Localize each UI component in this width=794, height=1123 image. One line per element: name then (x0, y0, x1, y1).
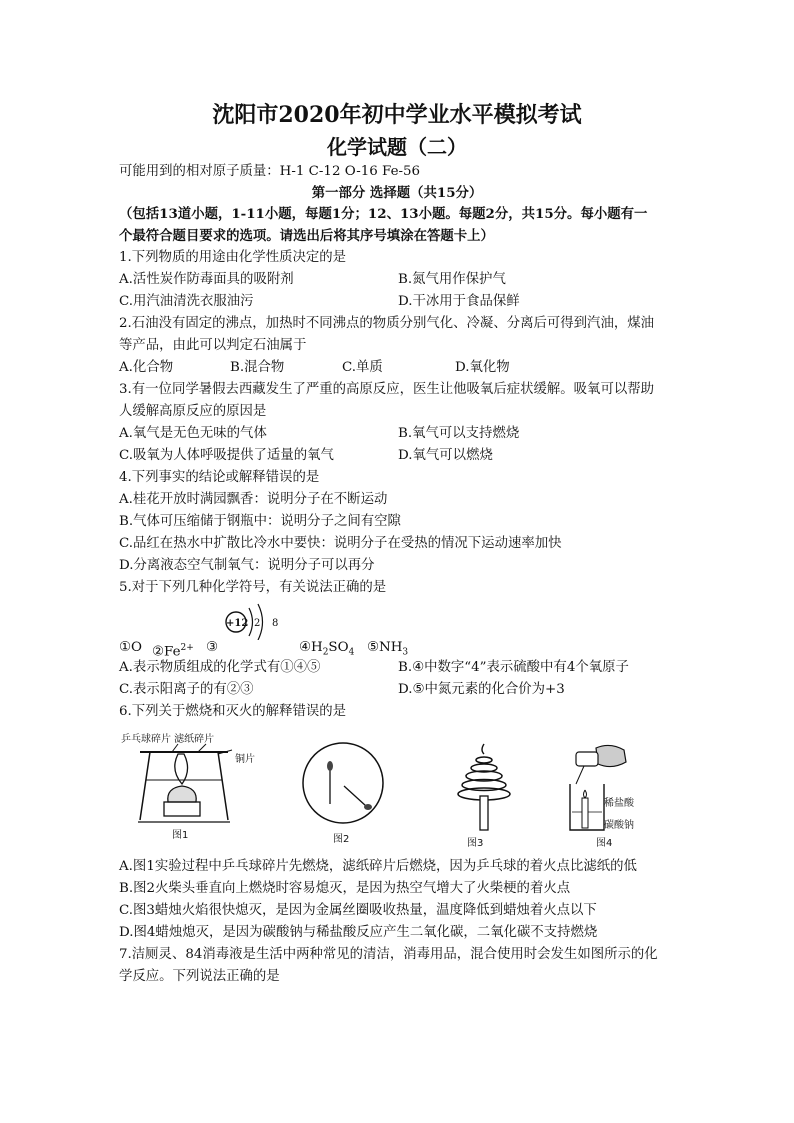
q1-option-b: B.氮气用作保护气 (398, 272, 506, 287)
q5-stem: 5.对于下列几种化学符号，有关说法正确的是 (119, 580, 387, 595)
shell-1-count: 2 (254, 618, 261, 629)
q4-option-a: A.桂花开放时满园飘香：说明分子在不断运动 (119, 492, 388, 507)
q2-stem-2: 等产品，由此可以判定石油属于 (119, 338, 307, 353)
q5-symbol-3: ③ (206, 640, 219, 655)
q2-option-b: B.混合物 (230, 360, 285, 375)
fig3-caption: 图3 (467, 838, 484, 849)
exam-subtitle: 化学试题（二） (327, 135, 467, 159)
q5-option-a: A.表示物质组成的化学式有①④⑤ (119, 660, 321, 675)
q5-option-d: D.⑤中氮元素的化合价为+3 (398, 682, 565, 697)
q1-option-a: A.活性炭作防毒面具的吸附剂 (119, 272, 294, 287)
q1-stem: 1.下列物质的用途由化学性质决定的是 (119, 250, 347, 265)
nucleus-charge: +12 (226, 618, 249, 629)
q7-stem-2: 学反应。下列说法正确的是 (119, 969, 280, 984)
fig2-drawing (300, 740, 386, 826)
section-note-2: 个最符合题目要求的选项。请选出后将其序号填涂在答题卡上） (119, 228, 494, 244)
q3-option-d: D.氧气可以燃烧 (398, 448, 493, 463)
section-heading: 第一部分 选择题（共15分） (311, 185, 483, 201)
q5-symbol-4: $④H_2SO_4$ (299, 640, 355, 658)
q5-symbol-2: $②Fe^{2+}$ (152, 643, 194, 660)
section-note-1: （包括13道小题，1-11小题，每题1分；12、13小题。每题2分，共15分。每小题有一 (119, 206, 648, 222)
q7-stem-1: 7.洁厕灵、84消毒液是生活中两种常见的清洁，消毒用品，混合使用时会发生如图所示的化 (119, 947, 658, 962)
shell-2-count: 8 (272, 618, 279, 629)
q2-stem-1: 2.石油没有固定的沸点，加热时不同沸点的物质分别气化、冷凝、分离后可得到汽油，煤油 (119, 316, 655, 331)
q1-option-d: D.干冰用于食品保鲜 (398, 294, 520, 309)
q3-stem-1: 3.有一位同学暑假去西藏发生了严重的高原反应，医生让他吸氧后症状缓解。吸氧可以帮助 (119, 382, 655, 397)
q5-symbol-5: $⑤NH_3$ (367, 640, 409, 658)
q6-option-d: D.图4蜡烛熄灭，是因为碳酸钠与稀盐酸反应产生二氧化碳，二氧化碳不支持燃烧 (119, 925, 598, 940)
q6-option-a: A.图1实验过程中乒乓球碎片先燃烧，滤纸碎片后燃烧，因为乒乓球的着火点比滤纸的低 (119, 859, 637, 874)
fig4-label-carbonate: 碳酸钠 (604, 820, 634, 831)
atomic-mass-line: 可能用到的相对原子质量：H-1 C-12 O-16 Fe-56 (119, 164, 421, 179)
fig2-caption: 图2 (333, 834, 350, 845)
q1-option-c: C.用汽油清洗衣服油污 (119, 294, 254, 309)
fig1-drawing (118, 740, 238, 832)
q6-stem: 6.下列关于燃烧和灭火的解释错误的是 (119, 704, 347, 719)
fig1-side-label: 铜片 (235, 754, 255, 765)
q4-option-b: B.气体可压缩储于钢瓶中：说明分子之间有空隙 (119, 514, 401, 529)
q2-option-a: A.化合物 (119, 360, 174, 375)
q3-option-a: A.氧气是无色无味的气体 (119, 426, 267, 441)
q2-option-c: C.单质 (342, 360, 383, 375)
fig4-caption: 图4 (596, 838, 613, 849)
q6-option-c: C.图3蜡烛火焰很快熄灭，是因为金属丝圈吸收热量，温度降低到蜡烛着火点以下 (119, 903, 597, 918)
q5-option-b: B.④中数字“4”表示硫酸中有4个氧原子 (398, 660, 629, 675)
q4-stem: 4.下列事实的结论或解释错误的是 (119, 470, 320, 485)
q4-option-d: D.分离液态空气制氧气：说明分子可以再分 (119, 558, 375, 573)
fig1-caption: 图1 (172, 830, 189, 841)
fig4-label-acid: 稀盐酸 (604, 798, 634, 809)
q2-option-d: D.氧化物 (455, 360, 510, 375)
exam-title: 沈阳市2020年初中学业水平模拟考试 (212, 102, 582, 128)
fig1-top-label: 乒乓球碎片 滤纸碎片 (121, 734, 215, 745)
q6-option-b: B.图2火柴头垂直向上燃烧时容易熄灭，是因为热空气增大了火柴梗的着火点 (119, 881, 571, 896)
q4-option-c: C.品红在热水中扩散比冷水中要快：说明分子在受热的情况下运动速率加快 (119, 536, 562, 551)
q3-option-c: C.吸氧为人体呼吸提供了适量的氧气 (119, 448, 334, 463)
fig3-drawing (454, 740, 514, 836)
q5-symbol-1: ①O (119, 640, 142, 655)
q3-stem-2: 人缓解高原反应的原因是 (119, 404, 267, 419)
q5-option-c: C.表示阳离子的有②③ (119, 682, 254, 697)
q3-option-b: B.氧气可以支持燃烧 (398, 426, 520, 441)
